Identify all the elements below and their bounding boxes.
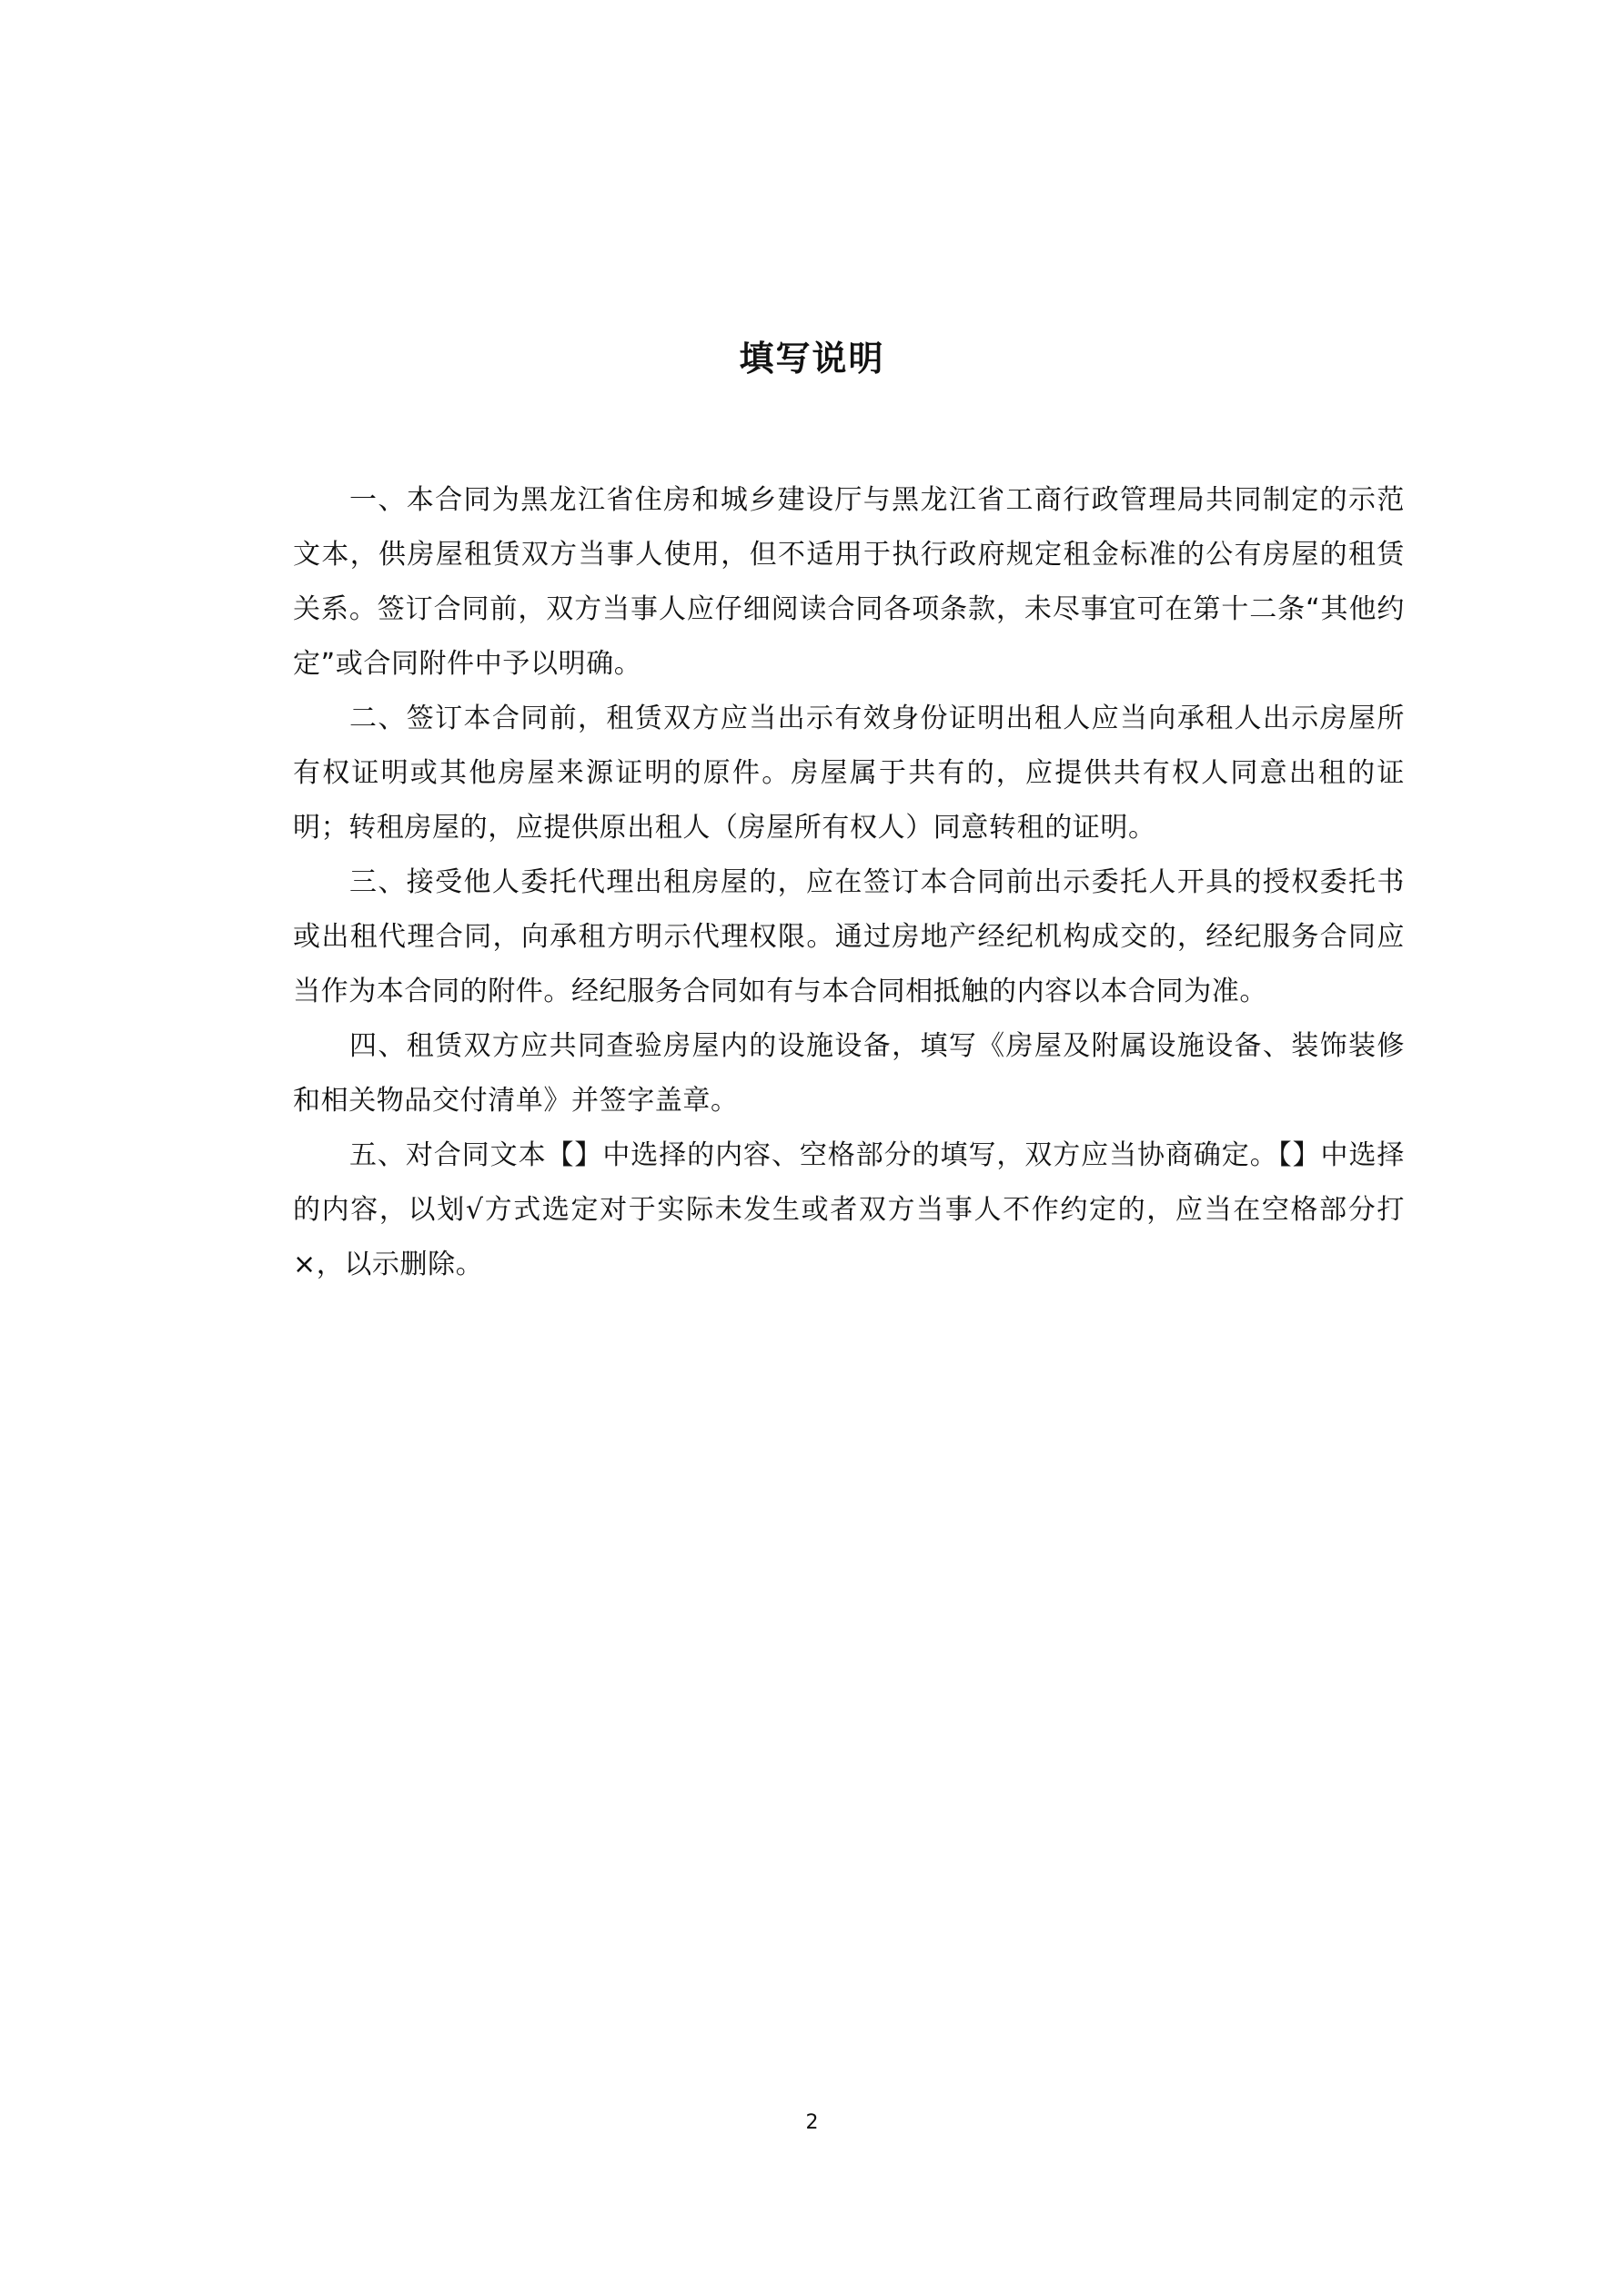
paragraph-2: 二、签订本合同前，租赁双方应当出示有效身份证明出租人应当向承租人出示房屋所有权证明或其他房屋来源证明的原件。房屋属于共有的，应提供共有权人同意出租的证明；转租房屋的，应提供原出租人（房屋所有权人）同意转租的证明。 bbox=[293, 703, 1405, 844]
instructions-body bbox=[293, 473, 1405, 1292]
paragraph-5: 五、对合同文本【】中选择的内容、空格部分的填写，双方应当协商确定。【】中选择的内容，以划√方式选定对于实际未发生或者双方当事人不作约定的，应当在空格部分打×，以示删除。 bbox=[293, 1139, 1405, 1280]
page-title: 填写说明 bbox=[739, 339, 885, 379]
paragraph-3: 三、接受他人委托代理出租房屋的，应在签订本合同前出示委托人开具的授权委托书或出租代理合同，向承租方明示代理权限。通过房地产经纪机构成交的，经纪服务合同应当作为本合同的附件。经纪服务合同如有与本合同相抵触的内容以本合同为准。 bbox=[293, 866, 1405, 1007]
page-number: 2 bbox=[805, 2111, 819, 2134]
paragraph-4: 四、租赁双方应共同查验房屋内的设施设备，填写《房屋及附属设施设备、装饰装修和相关物品交付清单》并签字盖章。 bbox=[293, 1030, 1405, 1117]
paragraph-1: 一、本合同为黑龙江省住房和城乡建设厅与黑龙江省工商行政管理局共同制定的示范文本，供房屋租赁双方当事人使用，但不适用于执行政府规定租金标准的公有房屋的租赁关系。签订合同前，双方当事人应仔细阅读合同各项条款，未尽事宜可在第十二条“其他约定”或合同附件中予以明确。 bbox=[293, 484, 1405, 680]
